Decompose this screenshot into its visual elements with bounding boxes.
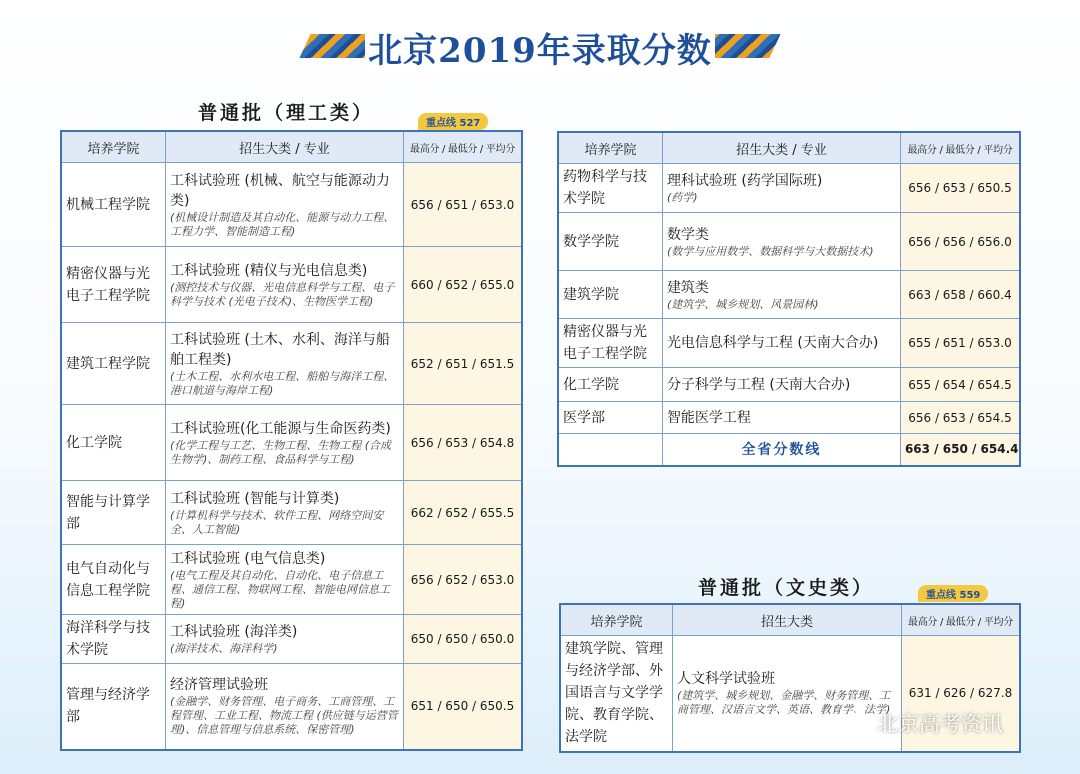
- major-main: 建筑类: [666, 279, 709, 296]
- major-cell: [662, 164, 900, 213]
- table-row: [558, 319, 1020, 368]
- major-cell: [662, 271, 900, 319]
- table-row: [61, 323, 522, 405]
- college-cell: 智能与计算学部: [61, 481, 165, 545]
- major-cell: [662, 319, 900, 368]
- college-cell: 电气自动化与信息工程学院: [61, 545, 165, 615]
- major-main: 工科试验班 (土木、水利、海洋与船舶工程类): [169, 331, 390, 368]
- table-row: [558, 164, 1020, 213]
- table-row: [61, 664, 522, 750]
- major-sub: (计算机科学与技术、软件工程、网络空间安全、人工智能): [169, 508, 384, 536]
- major-main: 工科试验班 (电气信息类): [169, 550, 326, 567]
- banner-title: 北京2019年录取分数: [365, 22, 715, 72]
- college-cell: 建筑工程学院: [61, 323, 165, 405]
- header-score: 最高分 / 最低分 / 平均分: [901, 604, 1020, 636]
- major-main: 智能医学工程: [666, 409, 751, 426]
- section-title-wk: 普通批（文史类）: [698, 577, 875, 599]
- table-rk: [557, 131, 1021, 467]
- score-cell: 662 / 652 / 655.5: [403, 481, 522, 545]
- major-main: 工科试验班 (智能与计算类): [169, 490, 340, 507]
- total-label: 全省分数线: [662, 434, 900, 466]
- score-cell: 655 / 651 / 653.0: [900, 319, 1020, 368]
- badge-wk: 重点线 559: [918, 585, 988, 602]
- major-sub: (测控技术与仪器、光电信息科学与工程、电子科学与技术 (光电子技术)、生物医学工程): [169, 280, 395, 308]
- header-score: 最高分 / 最低分 / 平均分: [900, 132, 1020, 164]
- table-row: [61, 615, 522, 664]
- major-main: 分子科学与工程 (天南大合办): [666, 376, 851, 393]
- major-main: 光电信息科学与工程 (天南大合办): [666, 335, 879, 351]
- header-college: 培养学院: [558, 132, 662, 164]
- major-cell: [662, 402, 900, 434]
- major-cell: [165, 615, 403, 664]
- score-cell: 650 / 650 / 650.0: [403, 615, 522, 664]
- major-sub: (海洋技术、海洋科学): [169, 642, 278, 655]
- table-row: [61, 247, 522, 323]
- college-cell: 精密仪器与光电子工程学院: [61, 247, 165, 323]
- header-major: 招生大类 / 专业: [662, 132, 900, 164]
- major-sub: (药学): [666, 191, 698, 204]
- major-sub: (电气工程及其自动化、自动化、电子信息工程、通信工程、物联网工程、智能电网信息工程): [169, 568, 390, 610]
- major-sub: (化学工程与工艺、生物工程、生物工程 (合成生物学)、制药工程、食品科学与工程): [169, 438, 392, 466]
- major-cell: [165, 323, 403, 405]
- college-cell: 化工学院: [558, 368, 662, 402]
- section-title-lk: 普通批（理工类）: [198, 102, 375, 124]
- score-cell: 651 / 650 / 650.5: [403, 664, 522, 750]
- table-row: [61, 163, 522, 247]
- major-main: 工科试验班 (海洋类): [169, 624, 298, 640]
- major-sub: (机械设计制造及其自动化、能源与动力工程、工程力学、智能制造工程): [169, 210, 395, 238]
- table-lk: [60, 130, 523, 751]
- header-major: 招生大类: [672, 604, 901, 636]
- college-cell: 机械工程学院: [61, 163, 165, 247]
- header-college: 培养学院: [61, 131, 165, 163]
- header-college: 培养学院: [560, 604, 672, 636]
- major-main: 数学类: [666, 226, 709, 243]
- header-major: 招生大类 / 专业: [165, 131, 403, 163]
- score-cell: 663 / 658 / 660.4: [900, 271, 1020, 319]
- college-cell: 药物科学与技术学院: [558, 164, 662, 213]
- table-row: [558, 213, 1020, 271]
- major-sub: (建筑学、城乡规划、风景园林): [666, 297, 819, 311]
- score-cell: 656 / 652 / 653.0: [403, 545, 522, 615]
- major-main: 工科试验班(化工能源与生命医药类): [169, 420, 391, 437]
- score-cell: 656 / 656 / 656.0: [900, 213, 1020, 271]
- major-cell: [165, 247, 403, 323]
- major-cell: [165, 664, 403, 750]
- score-cell: 652 / 651 / 651.5: [403, 323, 522, 405]
- college-cell: 精密仪器与光电子工程学院: [558, 319, 662, 368]
- table-row: [558, 402, 1020, 434]
- score-cell: 656 / 651 / 653.0: [403, 163, 522, 247]
- major-main: 人文科学试验班: [676, 671, 775, 688]
- total-row: [558, 434, 1020, 466]
- major-sub: (土木工程、水利水电工程、船舶与海洋工程、港口航道与海岸工程): [169, 369, 395, 397]
- table-row: [61, 545, 522, 615]
- badge-lk: 重点线 527: [418, 113, 488, 130]
- major-main: 经济管理试验班: [169, 677, 268, 694]
- major-cell: [165, 405, 403, 481]
- major-sub: (数学与应用数学、数据科学与大数据技术): [666, 244, 874, 258]
- score-cell: 656 / 653 / 650.5: [900, 164, 1020, 213]
- wechat-icon: [845, 712, 871, 734]
- header-score: 最高分 / 最低分 / 平均分: [403, 131, 522, 163]
- college-cell: 化工学院: [61, 405, 165, 481]
- score-cell: 656 / 653 / 654.5: [900, 402, 1020, 434]
- college-cell: 海洋科学与技术学院: [61, 615, 165, 664]
- major-sub: (金融学、财务管理、电子商务、工商管理、工程管理、工业工程、物流工程 (供应链与运营管理)、信息管理与信息系统、保密管理): [169, 695, 398, 737]
- total-score: 663 / 650 / 654.4: [900, 434, 1020, 466]
- total-empty-cell: [558, 434, 662, 466]
- major-main: 理科试验班 (药学国际班): [666, 173, 823, 189]
- major-cell: [662, 213, 900, 271]
- major-main: 工科试验班 (机械、航空与能源动力类): [169, 172, 390, 209]
- major-main: 工科试验班 (精仪与光电信息类): [169, 262, 368, 279]
- major-cell: [662, 368, 900, 402]
- major-cell: [165, 163, 403, 247]
- major-cell: [165, 481, 403, 545]
- major-cell: [165, 545, 403, 615]
- watermark: [845, 708, 1003, 738]
- score-cell: 656 / 653 / 654.8: [403, 405, 522, 481]
- college-cell: 建筑学院、管理与经济学部、外国语言与文学学院、教育学院、法学院: [560, 636, 672, 752]
- table-row: [61, 405, 522, 481]
- major-sub: (建筑学、城乡规划、金融学、财务管理、工商管理、汉语言文学、英语、教育学、法学): [676, 689, 891, 717]
- watermark-text: 北京高考资讯: [877, 712, 1003, 736]
- college-cell: 数学学院: [558, 213, 662, 271]
- college-cell: 建筑学院: [558, 271, 662, 319]
- table-row: [558, 368, 1020, 402]
- score-cell: 655 / 654 / 654.5: [900, 368, 1020, 402]
- college-cell: 医学部: [558, 402, 662, 434]
- score-cell: 631 / 626 / 627.8: [901, 636, 1020, 752]
- college-cell: 管理与经济学部: [61, 664, 165, 750]
- table-row: [61, 481, 522, 545]
- banner: [305, 22, 775, 72]
- table-row: [558, 271, 1020, 319]
- score-cell: 660 / 652 / 655.0: [403, 247, 522, 323]
